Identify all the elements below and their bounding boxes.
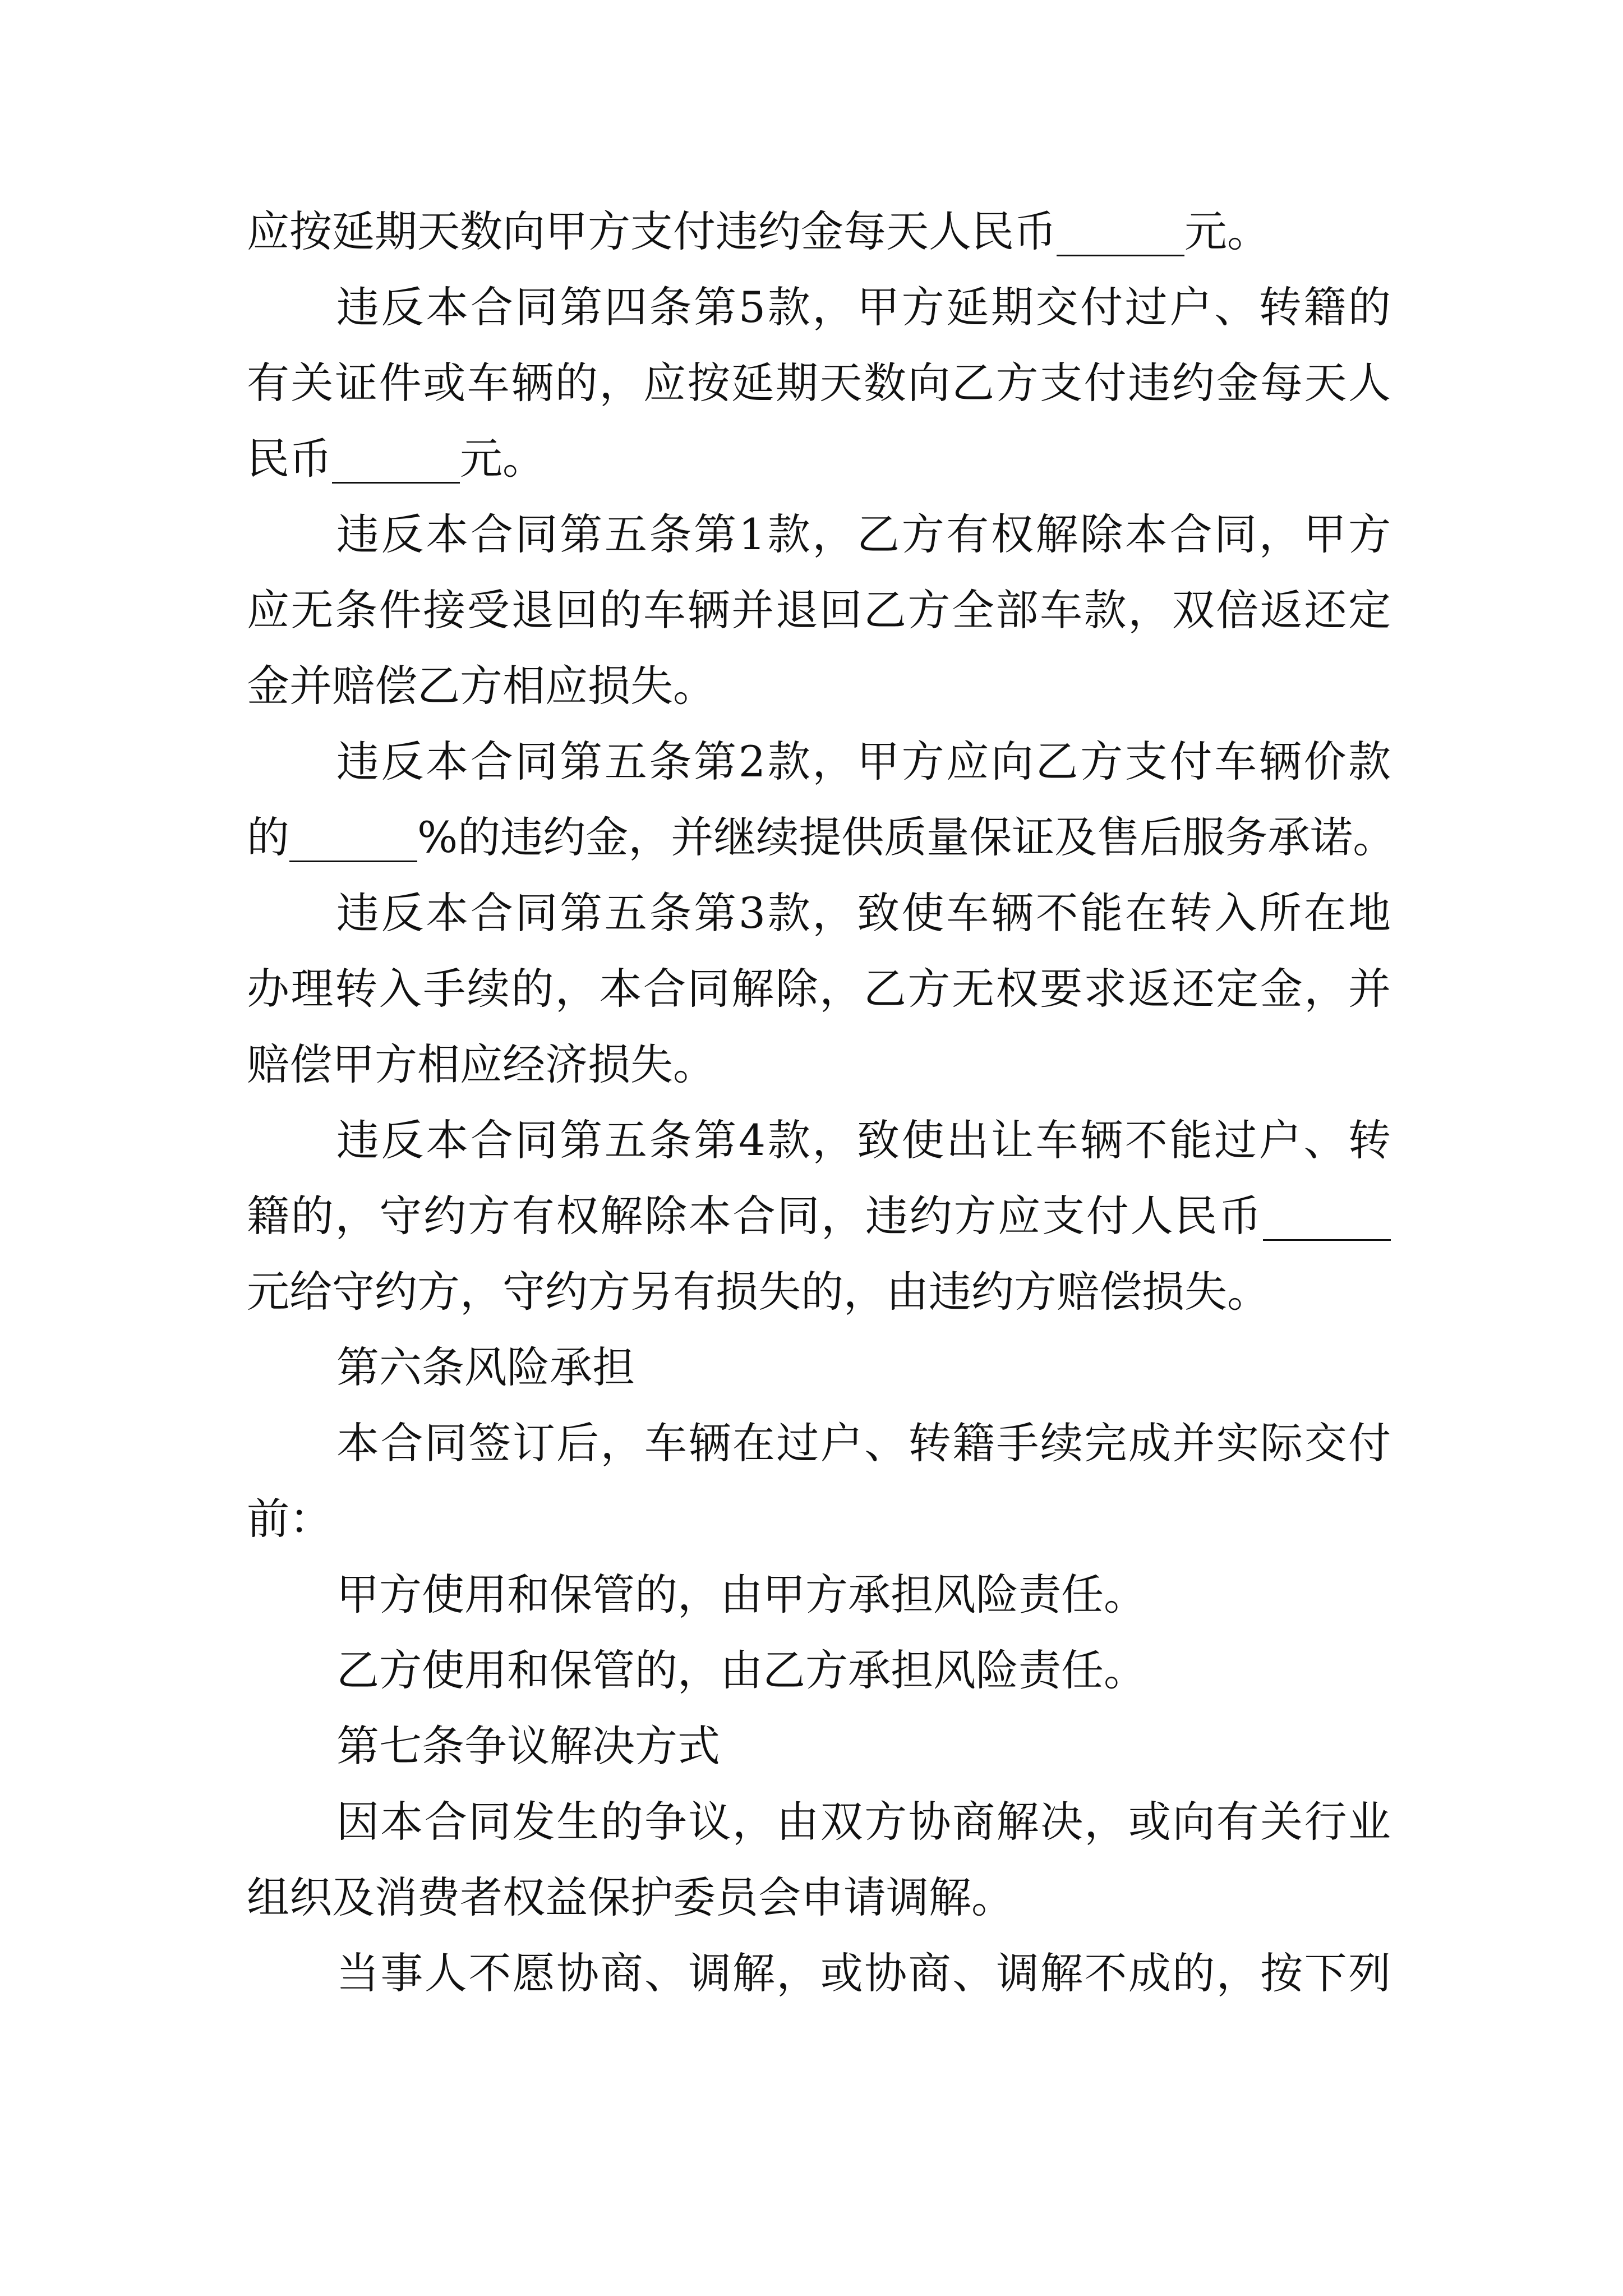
text-line-20: 乙方使用和保管的，由乙方承担风险责任。 [336, 1645, 1146, 1695]
text-line-6: 应无条件接受退回的车辆并退回乙方全部车款，双倍返还定 [247, 585, 1391, 635]
text-line-15: 元给守约方，守约方另有损失的，由违约方赔偿损失。 [247, 1267, 1270, 1317]
text-line-10: 违反本合同第五条第3款，致使车辆不能在转入所在地 [336, 888, 1391, 938]
text-line-18: 前： [247, 1494, 332, 1544]
text-line-8: 违反本合同第五条第2款，甲方应向乙方支付车辆价款 [336, 737, 1391, 786]
text-line-1: 应按延期天数向甲方支付违约金每天人民币______元。 [247, 206, 1270, 256]
text-line-17: 本合同签订后，车辆在过户、转籍手续完成并实际交付 [336, 1418, 1391, 1468]
text-line-3: 有关证件或车辆的，应按延期天数向乙方支付违约金每天人 [247, 358, 1391, 408]
text-line-12: 赔偿甲方相应经济损失。 [247, 1039, 716, 1089]
section-heading-6: 第六条风险承担 [336, 1342, 635, 1392]
text-line-5: 违反本合同第五条第1款，乙方有权解除本合同，甲方 [336, 509, 1391, 559]
text-line-7: 金并赔偿乙方相应损失。 [247, 661, 716, 711]
text-line-19: 甲方使用和保管的，由甲方承担风险责任。 [336, 1570, 1146, 1619]
text-line-23: 组织及消费者权益保护委员会申请调解。 [247, 1872, 1014, 1922]
text-line-9: 的______%的违约金，并继续提供质量保证及售后服务承诺。 [247, 812, 1396, 862]
text-line-2: 违反本合同第四条第5款，甲方延期交付过户、转籍的 [336, 282, 1391, 332]
section-heading-7: 第七条争议解决方式 [336, 1721, 720, 1771]
text-line-14: 籍的，守约方有权解除本合同，违约方应支付人民币______ [247, 1191, 1391, 1241]
text-line-4: 民币______元。 [247, 434, 545, 484]
text-line-11: 办理转入手续的，本合同解除，乙方无权要求返还定金，并 [247, 964, 1391, 1014]
text-line-22: 因本合同发生的争议，由双方协商解决，或向有关行业 [336, 1797, 1391, 1847]
text-line-13: 违反本合同第五条第4款，致使出让车辆不能过户、转 [336, 1115, 1391, 1165]
text-line-24: 当事人不愿协商、调解，或协商、调解不成的，按下列 [336, 1948, 1391, 1998]
